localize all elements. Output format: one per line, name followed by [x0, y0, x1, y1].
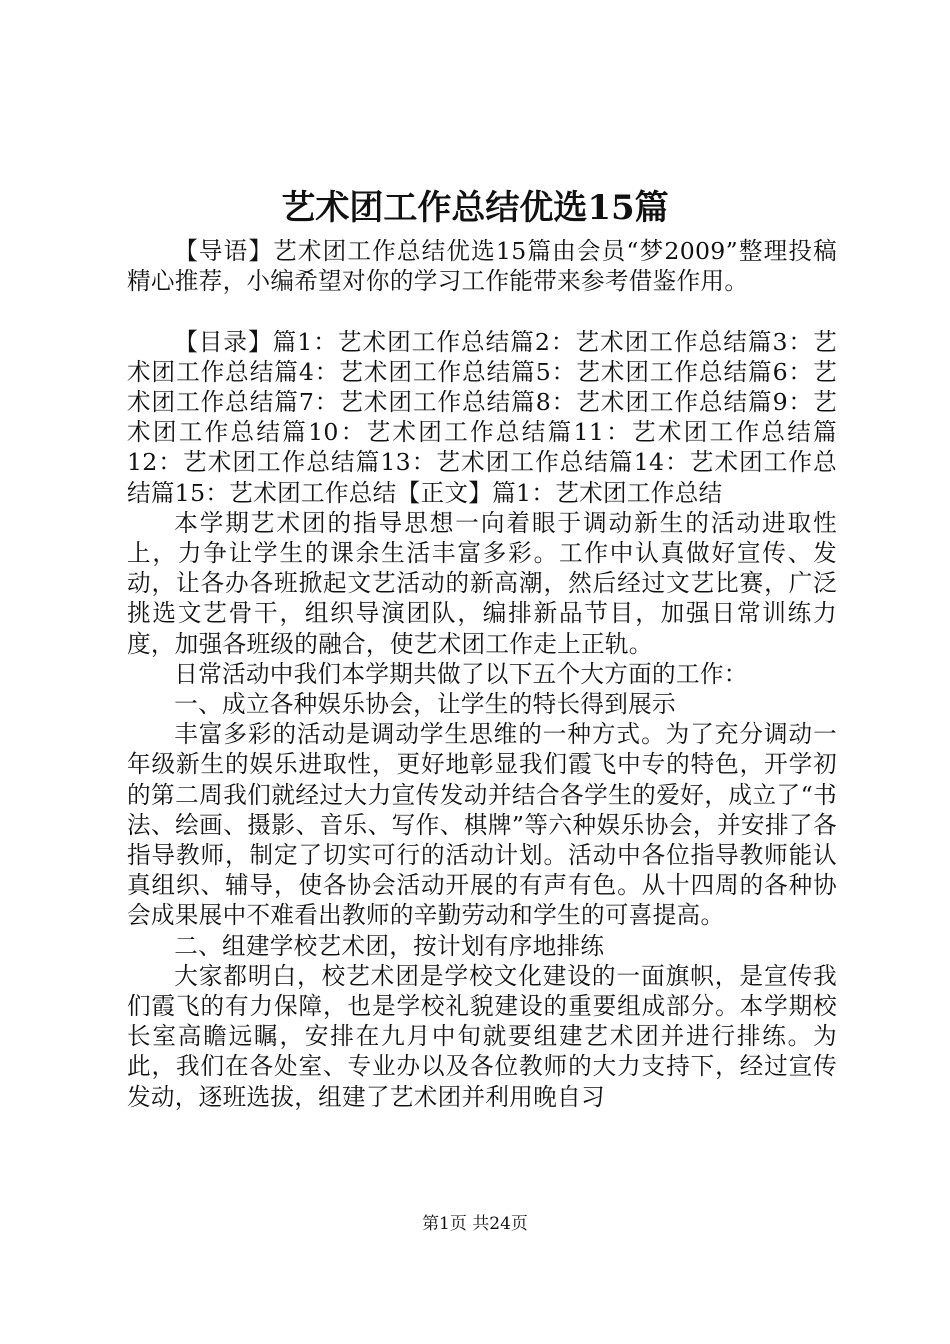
section-heading: 二、组建学校艺术团，按计划有序地排练 [174, 931, 605, 960]
page-footer: 第1页 共24页 [422, 1214, 528, 1234]
body-paragraph: 丰富多彩的活动是调动学生思维的一种方式。为了充分调动一年级新生的娱乐进取性，更好地彰显我们霞飞中专的特色，开学初的第二周我们就经过大力宣传发动并结合各学生的爱好，成立了“书法、绘画、摄影、音乐、写作、棋牌”等六种娱乐协会，并安排了各指导教师，制定了切实可行的活动计划。活动中各位指导教师能认真组织、辅导，使各协会活动开展的有声有色。从十四周的各种协会成果展中不难看出教师的辛勤劳动和学生的可喜提高。 [127, 720, 837, 930]
body-paragraph: 大家都明白，校艺术团是学校文化建设的一面旗帜，是宣传我们霞飞的有力保障，也是学校礼貌建设的重要组成部分。本学期校长室高瞻远瞩，安排在九月中旬就要组建艺术团并进行排练。为此，我们在各处室、专业办以及各位教师的大力支持下，经过宣传发动，逐班选拔，组建了艺术团并利用晚自习 [127, 961, 837, 1111]
body-paragraph: 日常活动中我们本学期共做了以下五个大方面的工作： [174, 659, 748, 688]
document-title: 艺术团工作总结优选15篇 [281, 188, 669, 228]
toc-paragraph: 【目录】篇1：艺术团工作总结篇2：艺术团工作总结篇3：艺术团工作总结篇4：艺术团工作总结篇5：艺术团工作总结篇6：艺术团工作总结篇7：艺术团工作总结篇8：艺术团工作总结篇9：艺术团工作总结篇10：艺术团工作总结篇11：艺术团工作总结篇12：艺术团工作总结篇13：艺术团工作总结篇14：艺术团工作总结篇15：艺术团工作总结【正文】篇1：艺术团工作总结 [127, 327, 837, 507]
section-heading: 一、成立各种娱乐协会，让学生的特长得到展示 [174, 690, 676, 719]
document-body [127, 236, 837, 1112]
body-paragraph: 本学期艺术团的指导思想一向着眼于调动新生的活动进取性上，力争让学生的课余生活丰富多彩。工作中认真做好宣传、发动，让各办各班掀起文艺活动的新高潮，然后经过文艺比赛，广泛挑选文艺骨干，组织导演团队，编排新品节目，加强日常训练力度，加强各班级的融合，使艺术团工作走上正轨。 [127, 508, 837, 658]
intro-paragraph: 【导语】艺术团工作总结优选15篇由会员“梦2009”整理投稿精心推荐，小编希望对你的学习工作能带来参考借鉴作用。 [127, 237, 837, 296]
